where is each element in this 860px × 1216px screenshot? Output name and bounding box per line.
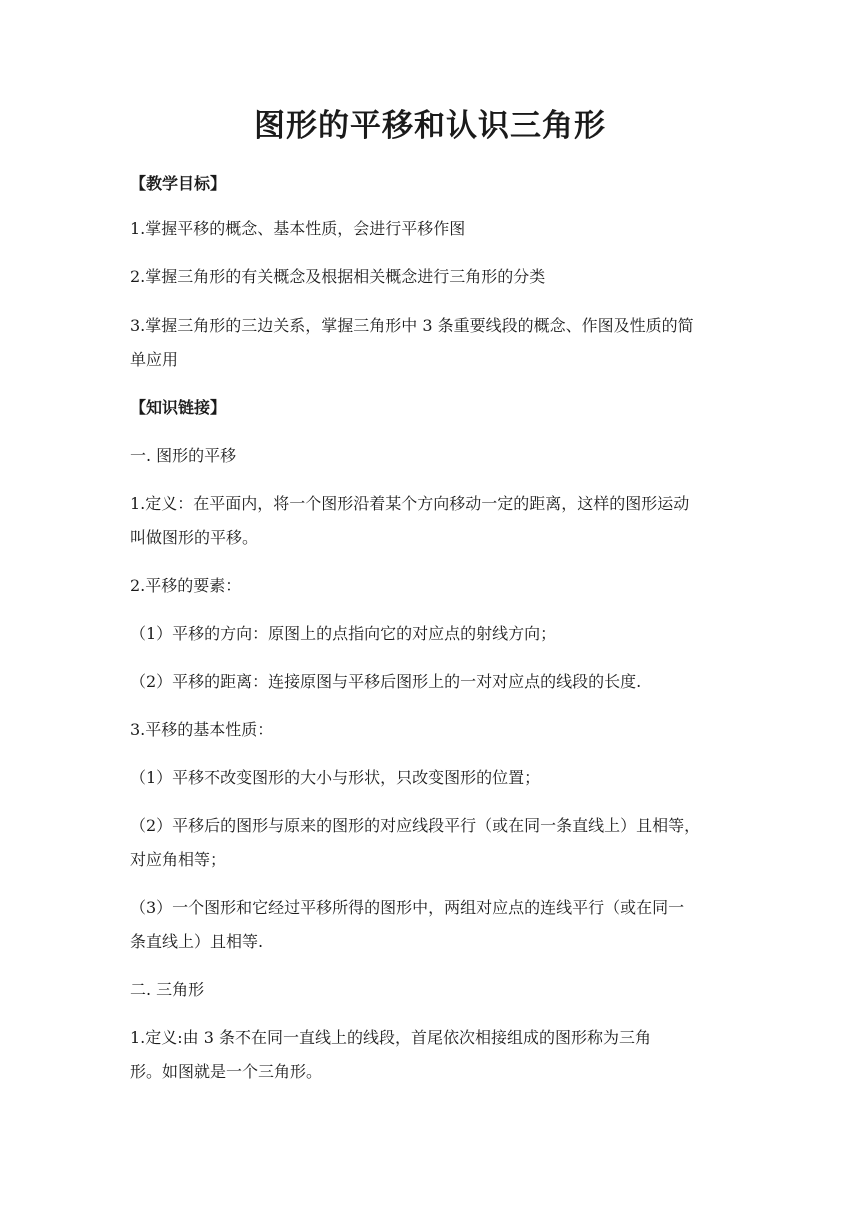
goal-item-3-continued: 单应用 bbox=[130, 350, 179, 369]
property-3-line-1: （3）一个图形和它经过平移所得的图形中，两组对应点的连线平行（或在同一 bbox=[130, 898, 685, 917]
part1-heading: 一. 图形的平移 bbox=[130, 446, 237, 465]
element-direction: （1）平移的方向：原图上的点指向它的对应点的射线方向； bbox=[130, 624, 557, 643]
definition-1-line-1: 1.定义：在平面内，将一个图形沿着某个方向移动一定的距离，这样的图形运动 bbox=[130, 494, 690, 513]
property-2-line-2: 对应角相等； bbox=[130, 850, 227, 869]
property-3-line-2: 条直线上）且相等. bbox=[130, 932, 264, 951]
element-distance: （2）平移的距离：连接原图与平移后图形上的一对对应点的线段的长度. bbox=[130, 672, 642, 691]
goals-heading: 【教学目标】 bbox=[130, 174, 227, 193]
definition-2-line-1: 1.定义:由 3 条不在同一直线上的线段，首尾依次相接组成的图形称为三角 bbox=[130, 1028, 652, 1047]
definition-2-line-2: 形。如图就是一个三角形。 bbox=[130, 1062, 323, 1081]
property-1: （1）平移不改变图形的大小与形状，只改变图形的位置； bbox=[130, 768, 541, 787]
definition-1-line-2: 叫做图形的平移。 bbox=[130, 528, 259, 547]
goal-item-1: 1.掌握平移的概念、基本性质，会进行平移作图 bbox=[130, 219, 466, 238]
part2-heading: 二. 三角形 bbox=[130, 980, 205, 999]
links-heading: 【知识链接】 bbox=[130, 398, 227, 417]
document-title: 图形的平移和认识三角形 bbox=[254, 108, 606, 144]
elements-heading: 2.平移的要素： bbox=[130, 576, 242, 595]
goal-item-3: 3.掌握三角形的三边关系，掌握三角形中 3 条重要线段的概念、作图及性质的简 bbox=[130, 316, 694, 335]
properties-heading: 3.平移的基本性质： bbox=[130, 720, 274, 739]
property-2-line-1: （2）平移后的图形与原来的图形的对应线段平行（或在同一条直线上）且相等， bbox=[130, 816, 701, 835]
goal-item-2: 2.掌握三角形的有关概念及根据相关概念进行三角形的分类 bbox=[130, 267, 546, 286]
